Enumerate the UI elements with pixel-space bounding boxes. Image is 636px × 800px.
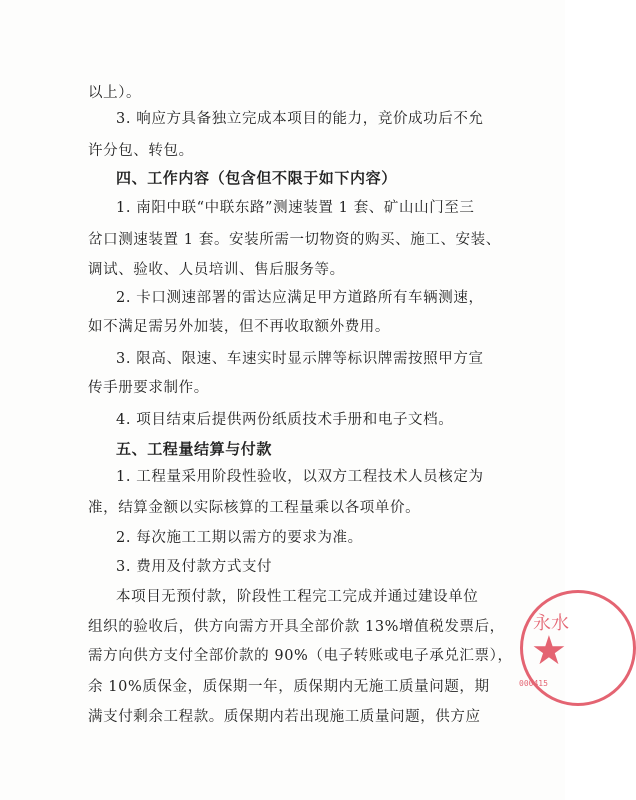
text-line bbox=[0, 582, 565, 612]
line-text: 2. 每次施工工期以需方的要求为准。 bbox=[116, 530, 363, 546]
text-line bbox=[0, 702, 565, 732]
line-text: 满支付剩余工程款。质保期内若出现施工质量问题，供方应 bbox=[88, 709, 481, 725]
line-text: 本项目无预付款，阶段性工程完工完成并通过建设单位 bbox=[116, 589, 479, 605]
text-line bbox=[0, 312, 565, 342]
text-line bbox=[0, 552, 565, 582]
line-text: 1. 工程量采用阶段性验收，以双方工程技术人员核定为 bbox=[116, 469, 484, 485]
line-text: 准，结算金额以实际核算的工程量乘以各项单价。 bbox=[88, 500, 421, 516]
seal-number: 000415 bbox=[519, 679, 548, 688]
line-text: 3. 费用及付款方式支付 bbox=[116, 559, 273, 575]
line-text: 1. 南阳中联“中联东路”测速装置 1 套、矿山山门至三 bbox=[116, 200, 475, 216]
line-text: 3. 响应方具备独立完成本项目的能力，竞价成功后不允 bbox=[116, 111, 484, 127]
company-seal bbox=[520, 590, 636, 706]
text-line bbox=[0, 136, 565, 166]
line-text: 调试、验收、人员培训、售后服务等。 bbox=[88, 262, 345, 278]
text-line bbox=[0, 283, 565, 313]
line-text: 2. 卡口测速部署的雷达应满足甲方道路所有车辆测速， bbox=[116, 290, 484, 306]
section-heading bbox=[0, 163, 565, 193]
line-text: 以上）。 bbox=[88, 85, 142, 101]
text-line bbox=[0, 462, 565, 492]
star-icon: ★ bbox=[531, 628, 567, 674]
line-text: 组织的验收后，供方向需方开具全部价款 13%增值税发票后， bbox=[88, 619, 505, 635]
line-text: 需方向供方支付全部价款的 90%（电子转账或电子承兑汇票）， bbox=[88, 648, 513, 664]
line-text: 如不满足需另外加装，但不再收取额外费用。 bbox=[88, 319, 390, 335]
text-line bbox=[0, 104, 565, 134]
text-line bbox=[0, 373, 565, 403]
text-line bbox=[0, 672, 565, 702]
line-text: 余 10%质保金，质保期一年，质保期内无施工质量问题，期 bbox=[88, 679, 490, 695]
line-text: 许分包、转包。 bbox=[88, 143, 194, 159]
line-text: 岔口测速装置 1 套。安装所需一切物资的购买、施工、安装、 bbox=[88, 232, 501, 248]
text-line bbox=[0, 405, 565, 435]
text-line bbox=[0, 225, 565, 255]
line-text: 五、工程量结算与付款 bbox=[116, 440, 273, 458]
line-text: 传手册要求制作。 bbox=[88, 380, 209, 396]
text-line bbox=[0, 193, 565, 223]
line-text: 3. 限高、限速、车速实时显示牌等标识牌需按照甲方宣 bbox=[116, 351, 484, 367]
text-line bbox=[0, 612, 565, 642]
text-line bbox=[0, 523, 565, 553]
text-line bbox=[0, 255, 565, 285]
line-text: 4. 项目结束后提供两份纸质技术手册和电子文档。 bbox=[116, 412, 454, 428]
seal-text: 永水 bbox=[533, 613, 569, 634]
section-heading bbox=[0, 434, 565, 464]
text-line bbox=[0, 344, 565, 374]
text-line bbox=[0, 641, 565, 671]
line-text: 四、工作内容（包含但不限于如下内容） bbox=[116, 169, 397, 187]
text-line bbox=[0, 493, 565, 523]
